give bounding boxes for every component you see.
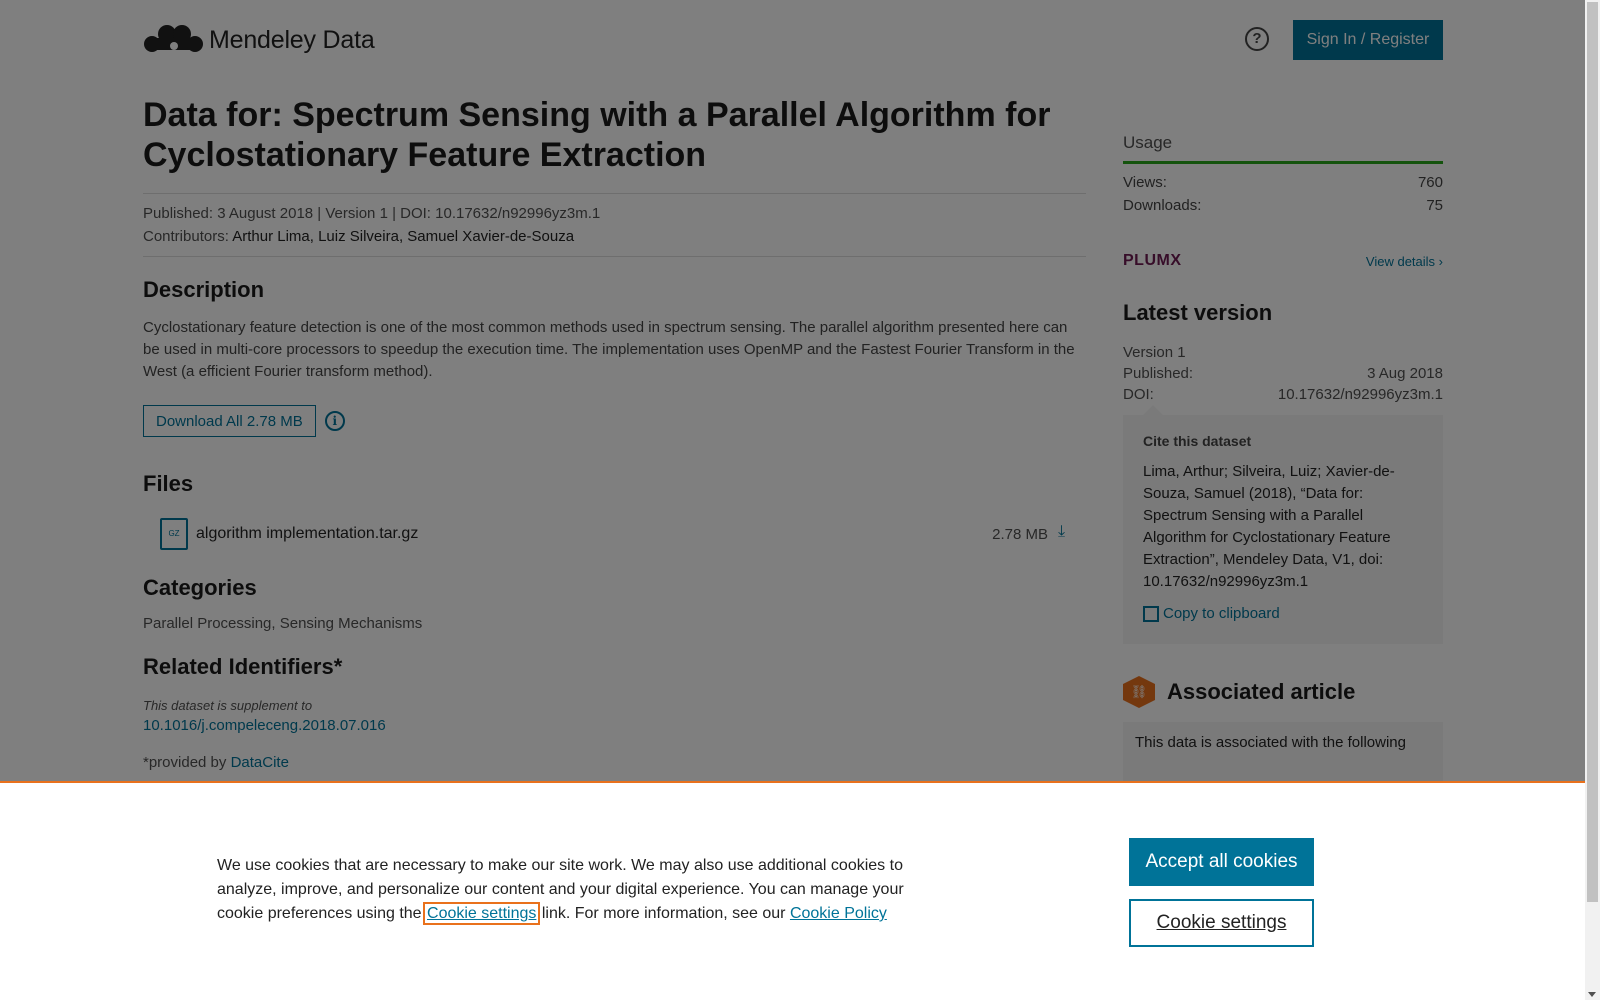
cookie-settings-button[interactable]: Cookie settings [1129, 899, 1314, 947]
cookie-policy-link[interactable]: Cookie Policy [789, 905, 887, 922]
accept-all-cookies-button[interactable]: Accept all cookies [1129, 838, 1314, 886]
cookie-text [217, 854, 927, 926]
cookie-banner [0, 781, 1585, 1000]
cookie-text-before: We use cookies that are necessary to make our site work. We may also use additional cookies to analyze, improve, and personalize our content and your digital experience. You can manage your cookie preferences using the [217, 857, 904, 922]
scrollbar-thumb[interactable] [1587, 2, 1598, 902]
cookie-text-middle: link. For more information, see our [537, 905, 790, 922]
cookie-settings-link[interactable]: Cookie settings [427, 905, 537, 922]
scroll-down-arrow-icon[interactable] [1588, 992, 1596, 997]
vertical-scrollbar[interactable] [1585, 0, 1600, 1000]
